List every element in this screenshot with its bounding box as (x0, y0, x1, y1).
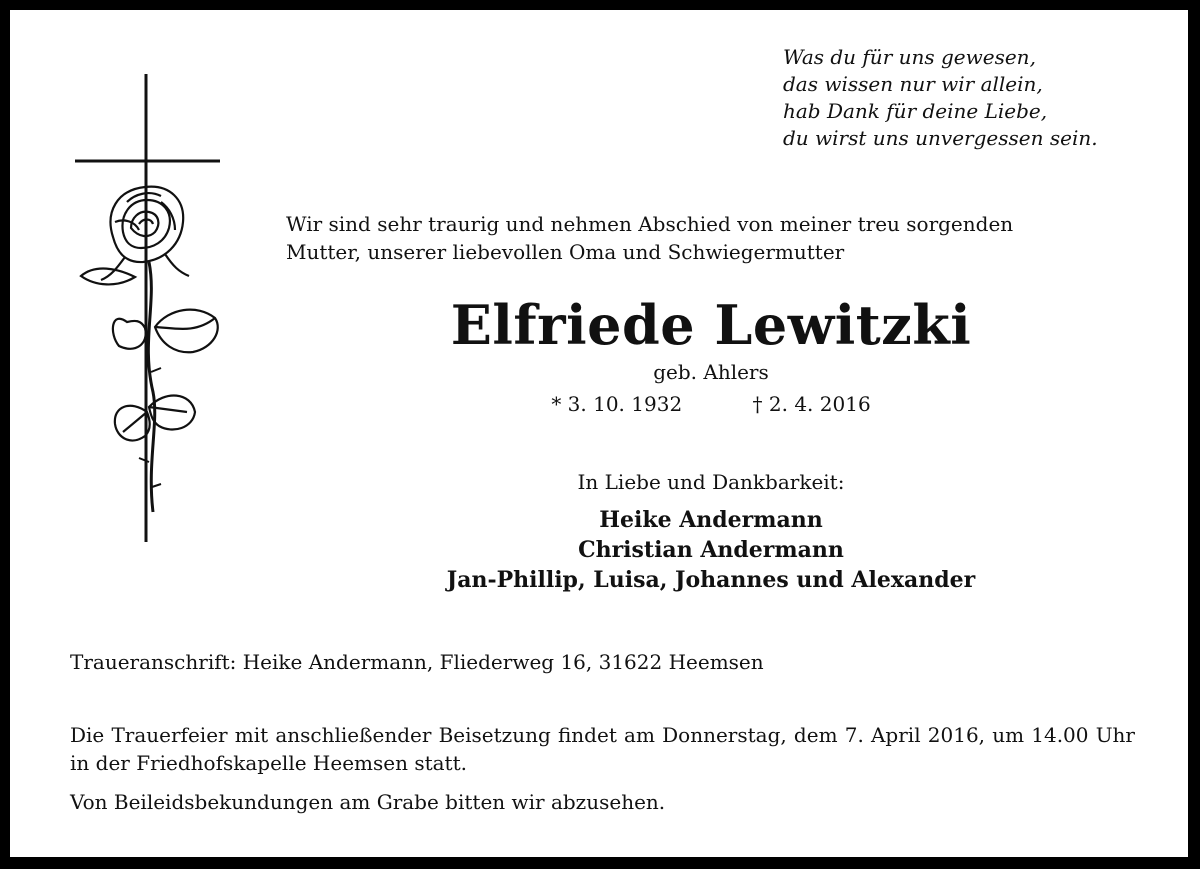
family-names (286, 505, 1136, 595)
maiden-name: geb. Ahlers (653, 360, 769, 384)
birth-date: * 3. 10. 1932 (551, 392, 683, 416)
poem-line: Was du für uns gewesen, (783, 45, 1036, 69)
intro-line: Mutter, unserer liebevollen Oma und Schwiegermutter (286, 240, 845, 264)
poem-line: du wirst uns unvergessen sein. (783, 126, 1098, 150)
obituary-notice (10, 10, 1188, 857)
deceased-name: Elfriede Lewitzki (450, 293, 972, 357)
memorial-poem (783, 44, 1098, 152)
poem-line: das wissen nur wir allein, (783, 72, 1043, 96)
thanks-line: In Liebe und Dankbarkeit: (577, 470, 845, 494)
family-member: Heike Andermann (599, 507, 823, 533)
death-date: † 2. 4. 2016 (752, 392, 871, 416)
intro-text (286, 210, 1013, 266)
condolence-note: Von Beileidsbekundungen am Grabe bitten wir abzusehen. (70, 790, 666, 814)
life-dates (286, 390, 1136, 418)
poem-line: hab Dank für deine Liebe, (783, 99, 1048, 123)
mourning-address: Traueranschrift: Heike Andermann, Fliederweg 16, 31622 Heemsen (70, 650, 764, 674)
cross-rose-icon (65, 72, 235, 552)
family-member: Christian Andermann (578, 537, 844, 563)
family-member: Jan-Phillip, Luisa, Johannes und Alexander (446, 567, 976, 593)
funeral-service-info: Die Trauerfeier mit anschließender Beisetzung findet am Donnerstag, dem 7. April 2016, um 14.00 Uhr in der Friedhofskapelle Heemsen statt. (70, 723, 1135, 775)
intro-line: Wir sind sehr traurig und nehmen Abschied von meiner treu sorgenden (286, 212, 1014, 236)
